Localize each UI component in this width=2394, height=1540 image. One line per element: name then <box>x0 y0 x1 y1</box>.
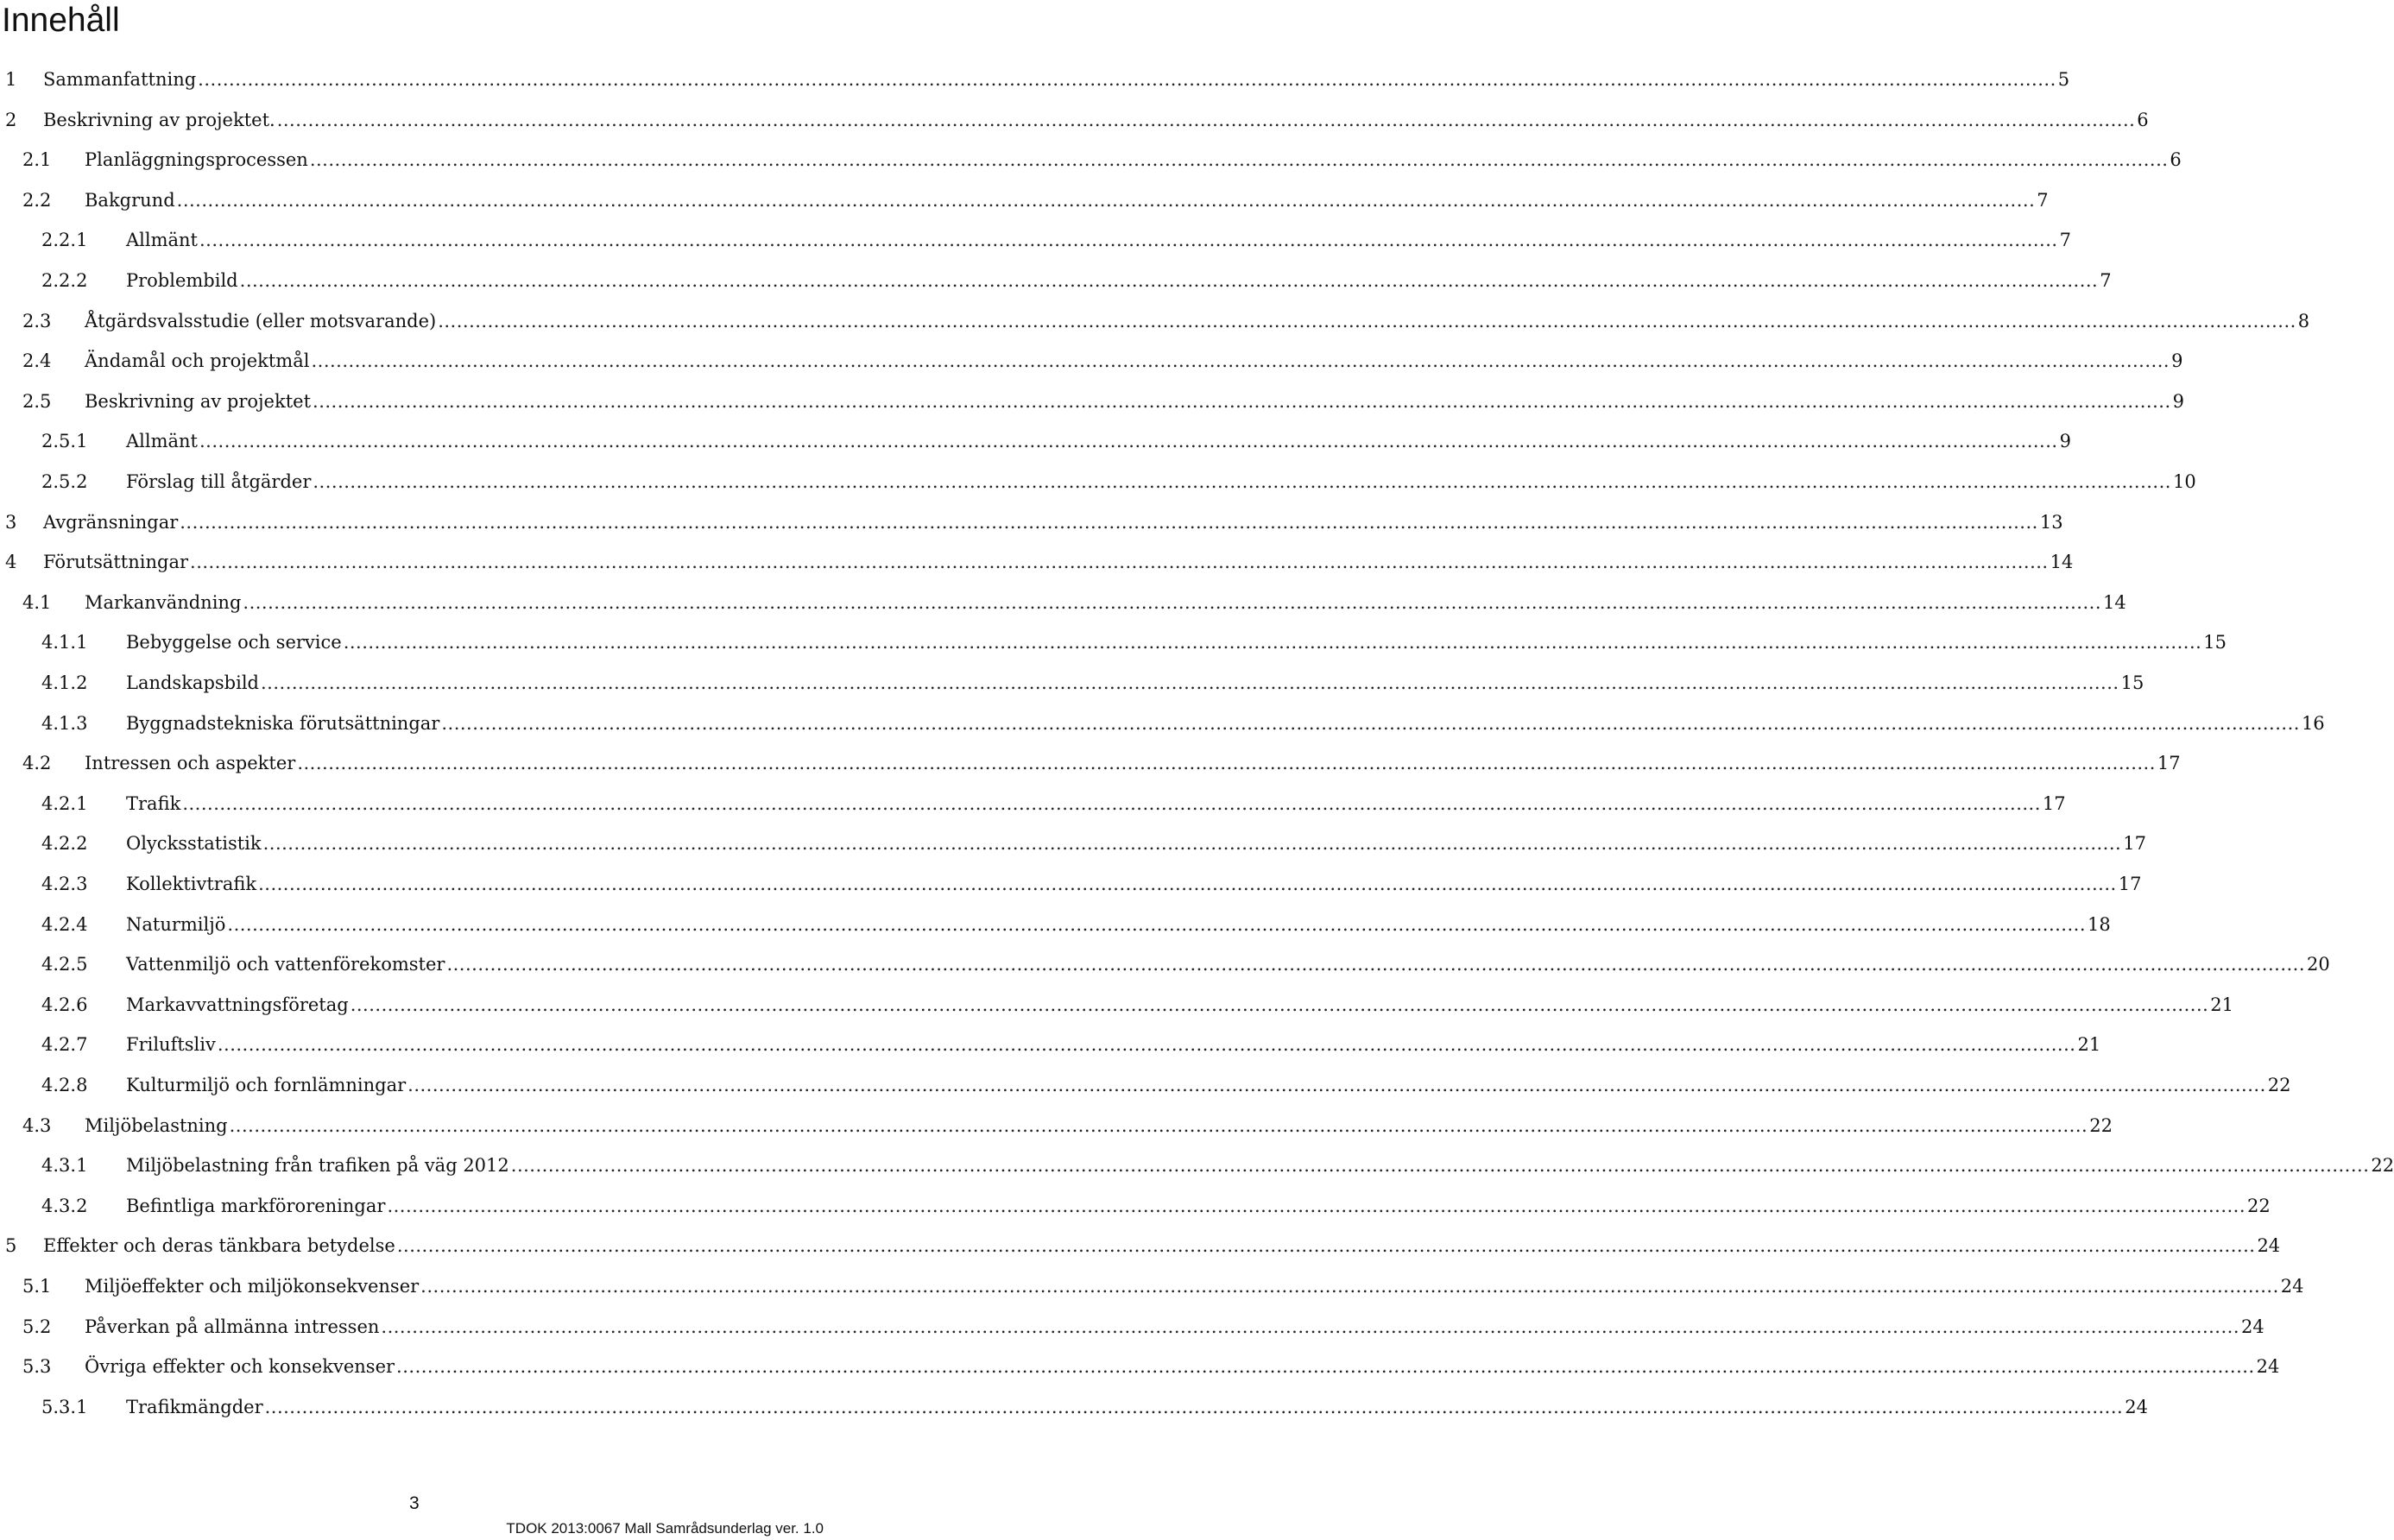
toc-dot-leader: ............................................................................................................................................................................................................................................................................................................ <box>243 591 2101 613</box>
toc-entry[interactable] <box>0 384 2184 419</box>
toc-entry[interactable] <box>0 907 2111 942</box>
toc-entry-page: 22 <box>2371 1155 2394 1177</box>
toc-entry-page: 7 <box>2059 230 2071 251</box>
toc-entry[interactable] <box>0 464 2196 499</box>
toc-dot-leader: ............................................................................................................................................................................................................................................................................................................ <box>446 954 2306 975</box>
toc-entry-number: 5.2 <box>22 1316 52 1337</box>
toc-entry-page: 5 <box>2057 69 2070 90</box>
toc-entry-number: 4.1.1 <box>41 632 88 653</box>
toc-dot-leader: ............................................................................................................................................................................................................................................................................................................ <box>313 471 2171 492</box>
toc-entry-page: 21 <box>2077 1034 2101 1056</box>
toc-entry-title: Miljöbelastning från trafiken på väg 2012 <box>126 1155 509 1177</box>
toc-entry-number: 2.5 <box>22 390 52 412</box>
toc-entry-number: 4.1.3 <box>41 712 88 734</box>
toc-entry-number: 4.1.2 <box>41 672 88 693</box>
toc-entry[interactable] <box>0 545 2074 579</box>
toc-dot-leader: ............................................................................................................................................................................................................................................................................................................ <box>510 1155 2370 1177</box>
toc-entry-title: Vattenmiljö och vattenförekomster <box>126 954 445 975</box>
toc-entry[interactable] <box>0 62 2070 97</box>
toc-entry-number: 4.1 <box>22 591 52 613</box>
footer-document-id: TDOK 2013:0067 Mall Samrådsunderlag ver. 1.0 <box>506 1520 824 1537</box>
toc-entry-number: 5.3 <box>22 1356 52 1378</box>
toc-entry-page: 8 <box>2297 310 2310 331</box>
toc-entry[interactable] <box>0 223 2071 257</box>
toc-entry[interactable] <box>0 867 2142 901</box>
toc-entry-page: 24 <box>2125 1396 2148 1417</box>
toc-entry-title: Intressen och aspekter <box>85 753 296 774</box>
toc-entry-page: 13 <box>2039 511 2063 533</box>
toc-entry-title: Planläggningsprocessen <box>85 149 308 171</box>
toc-dot-leader: ............................................................................................................................................................................................................................................................................................................ <box>261 672 2119 693</box>
toc-dot-leader: ............................................................................................................................................................................................................................................................................................................ <box>258 874 2117 894</box>
toc-entry-title: Avgränsningar <box>43 511 179 533</box>
toc-entry-title: Beskrivning av projektet <box>85 390 312 412</box>
toc-entry-number: 2.2.1 <box>41 230 88 251</box>
toc-dot-leader: ............................................................................................................................................................................................................................................................................................................ <box>229 1114 2088 1136</box>
toc-entry-title: Trafik <box>126 792 181 814</box>
toc-entry-number: 4.2.5 <box>41 954 88 975</box>
toc-entry-number: 4.2.6 <box>41 994 88 1015</box>
toc-dot-leader: ............................................................................................................................................................................................................................................................................................................ <box>297 753 2156 774</box>
toc-entry-title: Effekter och deras tänkbara betydelse <box>43 1235 395 1257</box>
toc-entry[interactable] <box>0 142 2182 177</box>
toc-entry-page: 17 <box>2157 753 2181 774</box>
toc-entry[interactable] <box>0 826 2146 861</box>
toc-entry-page: 7 <box>2037 189 2049 211</box>
toc-dot-leader: ............................................................................................................................................................................................................................................................................................................ <box>350 994 2209 1015</box>
toc-entry-page: 21 <box>2210 994 2234 1015</box>
toc-entry-number: 5 <box>5 1235 17 1257</box>
toc-entry-page: 18 <box>2088 913 2111 935</box>
toc-entry[interactable] <box>0 746 2181 780</box>
toc-entry-number: 2.4 <box>22 350 52 372</box>
toc-entry-number: 4.2.7 <box>41 1034 88 1056</box>
toc-dot-leader: ............................................................................................................................................................................................................................................................................................................ <box>396 1235 2256 1257</box>
toc-entry-title: Förutsättningar <box>43 552 189 573</box>
toc-entry[interactable] <box>0 1068 2291 1102</box>
toc-entry[interactable] <box>0 666 2144 700</box>
toc-entry[interactable] <box>0 1148 2394 1183</box>
toc-entry-page: 17 <box>2042 792 2066 814</box>
toc-entry-title: Påverkan på allmänna intressen <box>85 1316 380 1337</box>
toc-dot-leader: ............................................................................................................................................................................................................................................................................................................ <box>276 109 2136 130</box>
toc-dot-leader: ............................................................................................................................................................................................................................................................................................................ <box>343 632 2202 653</box>
toc-entry-page: 22 <box>2247 1195 2271 1216</box>
toc-dot-leader: ............................................................................................................................................................................................................................................................................................................ <box>217 1034 2076 1056</box>
toc-dot-leader: ............................................................................................................................................................................................................................................................................................................ <box>199 431 2058 452</box>
toc-entry-title: Åtgärdsvalsstudie (eller motsvarande) <box>85 310 437 331</box>
toc-entry-page: 6 <box>2170 149 2182 171</box>
toc-entry[interactable] <box>0 585 2126 620</box>
toc-dot-leader: ............................................................................................................................................................................................................................................................................................................ <box>264 1396 2124 1417</box>
toc-entry-number: 5.3.1 <box>41 1396 88 1417</box>
toc-entry[interactable] <box>0 786 2066 821</box>
toc-entry-title: Miljöbelastning <box>85 1114 228 1136</box>
toc-entry-page: 17 <box>2123 833 2146 855</box>
toc-entry-title: Förslag till åtgärder <box>126 471 312 492</box>
toc-entry-title: Trafikmängder <box>126 1396 263 1417</box>
toc-entry-number: 4 <box>5 552 17 573</box>
toc-dot-leader: ............................................................................................................................................................................................................................................................................................................ <box>441 712 2300 734</box>
toc-dot-leader: ............................................................................................................................................................................................................................................................................................................ <box>438 310 2296 331</box>
toc-entry[interactable] <box>0 1269 2304 1303</box>
toc-entry-number: 2.2 <box>22 189 52 211</box>
toc-entry-title: Bakgrund <box>85 189 175 211</box>
toc-entry-number: 4.3.1 <box>41 1155 88 1177</box>
toc-entry-title: Markanvändning <box>85 591 242 613</box>
toc-entry-number: 3 <box>5 511 17 533</box>
toc-dot-leader: ............................................................................................................................................................................................................................................................................................................ <box>262 833 2122 855</box>
toc-dot-leader: ............................................................................................................................................................................................................................................................................................................ <box>198 69 2056 90</box>
toc-entry-page: 10 <box>2172 471 2196 492</box>
toc-entry[interactable] <box>0 1189 2271 1223</box>
toc-entry-title: Allmänt <box>126 230 198 251</box>
toc-entry-title: Övriga effekter och konsekvenser <box>85 1356 395 1378</box>
toc-entry-page: 15 <box>2120 672 2144 693</box>
toc-entry-title: Byggnadstekniska förutsättningar <box>126 712 440 734</box>
toc-entry-number: 4.3.2 <box>41 1195 88 1216</box>
toc-entry-page: 24 <box>2280 1276 2304 1297</box>
toc-entry[interactable] <box>0 424 2071 458</box>
toc-dot-leader: ............................................................................................................................................................................................................................................................................................................ <box>313 390 2171 412</box>
toc-entry[interactable] <box>0 263 2112 298</box>
toc-entry-title: Landskapsbild <box>126 672 259 693</box>
toc-entry[interactable] <box>0 1228 2281 1263</box>
toc-entry[interactable] <box>0 1027 2101 1062</box>
toc-entry-number: 2 <box>5 109 17 130</box>
toc-dot-leader: ............................................................................................................................................................................................................................................................................................................ <box>311 350 2170 372</box>
toc-entry-number: 4.2.8 <box>41 1075 88 1095</box>
toc-entry-number: 4.2 <box>22 753 52 774</box>
toc-entry-title: Ändamål och projektmål <box>85 350 310 372</box>
toc-dot-leader: ............................................................................................................................................................................................................................................................................................................ <box>420 1276 2279 1297</box>
page-title: Innehåll <box>2 2 120 39</box>
toc-entry[interactable] <box>0 1349 2280 1384</box>
toc-entry-title: Friluftsliv <box>126 1034 216 1056</box>
toc-entry[interactable] <box>0 103 2149 137</box>
toc-entry-number: 4.2.1 <box>41 792 88 814</box>
toc-entry-title: Miljöeffekter och miljökonsekvenser <box>85 1276 420 1297</box>
toc-entry[interactable] <box>0 706 2325 741</box>
toc-entry-number: 2.1 <box>22 149 52 171</box>
toc-entry-number: 4.3 <box>22 1114 52 1136</box>
toc-entry-page: 15 <box>2203 632 2227 653</box>
toc-dot-leader: ............................................................................................................................................................................................................................................................................................................ <box>190 552 2049 573</box>
toc-entry-title: Markavvattningsföretag <box>126 994 349 1015</box>
toc-entry-number: 2.5.2 <box>41 471 88 492</box>
toc-entry-number: 2.3 <box>22 310 52 331</box>
toc-entry[interactable] <box>0 304 2310 338</box>
toc-entry-title: Naturmiljö <box>126 913 226 935</box>
toc-entry-page: 22 <box>2089 1114 2113 1136</box>
toc-dot-leader: ............................................................................................................................................................................................................................................................................................................ <box>309 149 2169 171</box>
toc-entry-number: 1 <box>5 69 17 90</box>
toc-dot-leader: ............................................................................................................................................................................................................................................................................................................ <box>381 1316 2239 1337</box>
toc-entry-page: 6 <box>2137 109 2149 130</box>
toc-entry-number: 2.5.1 <box>41 431 88 452</box>
toc-entry-number: 2.2.2 <box>41 270 88 291</box>
toc-entry-page: 9 <box>2171 350 2183 372</box>
toc-entry-title: Beskrivning av projektet. <box>43 109 275 130</box>
toc-entry-number: 4.2.2 <box>41 833 88 855</box>
toc-dot-leader: ............................................................................................................................................................................................................................................................................................................ <box>396 1356 2255 1378</box>
toc-entry-page: 17 <box>2118 874 2142 894</box>
toc-entry-page: 14 <box>2050 552 2074 573</box>
toc-dot-leader: ............................................................................................................................................................................................................................................................................................................ <box>407 1075 2266 1095</box>
toc-entry-title: Allmänt <box>126 431 198 452</box>
toc-entry[interactable] <box>0 183 2049 218</box>
footer-page-number: 3 <box>409 1493 420 1513</box>
toc-dot-leader: ............................................................................................................................................................................................................................................................................................................ <box>180 511 2038 533</box>
toc-entry[interactable] <box>0 344 2183 378</box>
toc-entry-page: 24 <box>2257 1235 2281 1257</box>
toc-entry-title: Befintliga markföroreningar <box>126 1195 386 1216</box>
toc-entry-title: Sammanfattning <box>43 69 197 90</box>
toc-entry-number: 5.1 <box>22 1276 52 1297</box>
toc-entry-page: 20 <box>2307 954 2330 975</box>
toc-entry-page: 9 <box>2059 431 2071 452</box>
toc-dot-leader: ............................................................................................................................................................................................................................................................................................................ <box>199 230 2058 251</box>
toc-entry-number: 4.2.3 <box>41 874 88 894</box>
toc-entry[interactable] <box>0 988 2234 1022</box>
toc-entry[interactable] <box>0 1310 2265 1344</box>
toc-entry[interactable] <box>0 505 2063 540</box>
toc-entry-page: 22 <box>2267 1075 2291 1095</box>
toc-dot-leader: ............................................................................................................................................................................................................................................................................................................ <box>182 792 2041 814</box>
toc-entry-title: Kollektivtrafik <box>126 874 257 894</box>
toc-entry-page: 24 <box>2241 1316 2265 1337</box>
toc-dot-leader: ............................................................................................................................................................................................................................................................................................................ <box>176 189 2036 211</box>
toc-entry-title: Bebyggelse och service <box>126 632 342 653</box>
toc-entry-page: 24 <box>2256 1356 2280 1378</box>
toc-entry-title: Olycksstatistik <box>126 833 262 855</box>
toc-entry[interactable] <box>0 947 2330 981</box>
toc-dot-leader: ............................................................................................................................................................................................................................................................................................................ <box>227 913 2086 935</box>
toc-entry-page: 9 <box>2172 390 2184 412</box>
toc-entry[interactable] <box>0 1390 2148 1424</box>
toc-entry-title: Kulturmiljö och fornlämningar <box>126 1075 407 1095</box>
toc-entry-page: 7 <box>2100 270 2112 291</box>
toc-entry[interactable] <box>0 1108 2113 1143</box>
toc-dot-leader: ............................................................................................................................................................................................................................................................................................................ <box>239 270 2099 291</box>
toc-entry[interactable] <box>0 625 2227 660</box>
toc-entry-number: 4.2.4 <box>41 913 88 935</box>
toc-entry-title: Problembild <box>126 270 238 291</box>
toc-dot-leader: ............................................................................................................................................................................................................................................................................................................ <box>387 1195 2246 1216</box>
toc-entry-page: 14 <box>2103 591 2126 613</box>
toc-entry-page: 16 <box>2301 712 2325 734</box>
